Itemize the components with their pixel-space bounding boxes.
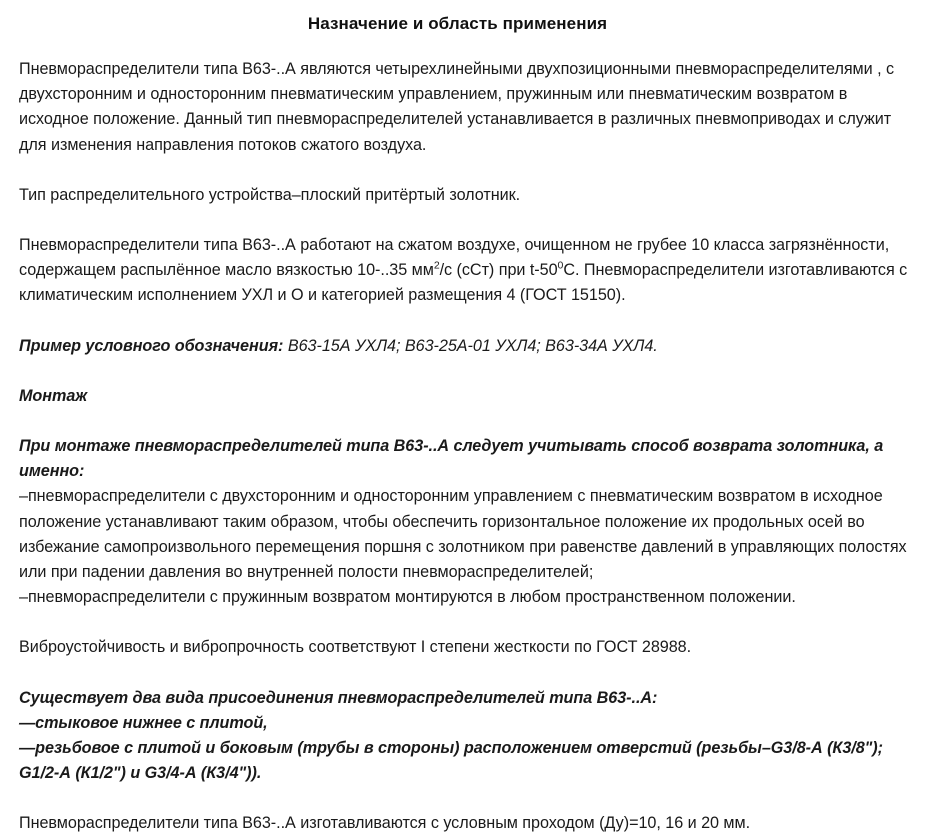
paragraph-vibration-text: Виброустойчивость и вибропрочность соответствуют I степени жесткости по ГОСТ 28988. bbox=[19, 638, 692, 657]
list-item-montazh-1-text: –пневмораспределители с двухсторонним и односторонним управлением с пневматическим возвратом в исходное положение устанавливают таким образом, чтобы обеспечить горизонтальное положение их продольных осей во избежание самопроизвольного перемещения поршня с золотником при равенстве давлений в управляющих полостях или при падении давления во внутренней полости пневмораспределителей; bbox=[19, 487, 907, 582]
list-item-connection-1 bbox=[19, 711, 913, 736]
heading-montazh bbox=[19, 384, 913, 409]
paragraph-intro-text: Пневмораспределители типа В63-..А являются четырехлинейными двухпозиционными пневмораспределителями , с двухсторонним и односторонним пневматическим управлением, пружинным или пневматическим возвратом в исходное положение. Данный тип пневмораспределителей устанавливается в различных пневмоприводах и служит для изменения направления потоков сжатого воздуха. bbox=[19, 60, 895, 154]
paragraph-connection-lead bbox=[19, 686, 913, 711]
list-item-connection-1-text: —стыковое нижнее с плитой, bbox=[19, 713, 268, 732]
paragraph-device-type bbox=[19, 183, 913, 208]
paragraph-device-type-text: Тип распределительного устройства–плоский притёртый золотник. bbox=[19, 185, 521, 204]
paragraph-spacer bbox=[19, 359, 913, 384]
page-title: Назначение и область применения bbox=[307, 14, 608, 33]
paragraph-montazh-lead bbox=[19, 434, 913, 484]
document-body bbox=[0, 36, 927, 837]
paragraph-vibration bbox=[19, 635, 913, 660]
paragraph-air-spec bbox=[19, 233, 913, 309]
paragraph-connection-lead-text: Существует два вида присоединения пневмораспределителей типа В63-..А: bbox=[19, 688, 658, 707]
list-item-montazh-1 bbox=[19, 484, 913, 585]
paragraph-spacer bbox=[19, 158, 913, 183]
air-spec-segment-1: Пневмораспределители типа В63-..А работают на сжатом воздухе, очищенном не грубее 10 класса загрязнённости, содержащем распылённое масло вязкостью 10-..35 мм bbox=[19, 236, 890, 280]
paragraph-spacer bbox=[19, 786, 913, 811]
list-item-montazh-2-text: –пневмораспределители с пружинным возвратом монтируются в любом пространственном положении. bbox=[19, 588, 796, 607]
heading-montazh-text: Монтаж bbox=[19, 386, 88, 405]
air-spec-segment-3: С. Пневмораспределители изготавливаются с климатическим исполнением УХЛ и О и категорией размещения 4 (ГОСТ 15150). bbox=[19, 261, 908, 305]
air-spec-segment-2: /с (сСт) при t-50 bbox=[439, 261, 558, 280]
list-item-montazh-2 bbox=[19, 585, 913, 610]
list-item-connection-2 bbox=[19, 736, 913, 786]
superscript-square: 2 bbox=[433, 259, 440, 272]
paragraph-spacer bbox=[19, 208, 913, 233]
paragraph-spacer bbox=[19, 309, 913, 334]
paragraph-nominal-bore-text: Пневмораспределители типа В63-..А изготавливаются с условным проходом (Ду)=10, 16 и 20 мм. bbox=[19, 814, 751, 833]
list-item-connection-2-text: —резьбовое с плитой и боковым (трубы в стороны) расположением отверстий (резьбы–G3/8-А (К3/8"); G1/2-А (К1/2") и G3/4-А (К3/4")). bbox=[19, 739, 883, 783]
paragraph-nominal-bore bbox=[19, 811, 913, 836]
paragraph-spacer bbox=[19, 661, 913, 686]
paragraph-intro bbox=[19, 57, 913, 158]
designation-label: Пример условного обозначения: bbox=[19, 336, 284, 355]
paragraph-designation bbox=[19, 334, 913, 359]
designation-value: В63-15А УХЛ4; В63-25А-01 УХЛ4; В63-34А УХЛ4. bbox=[283, 336, 658, 355]
paragraph-montazh-lead-text: При монтаже пневмораспределителей типа В63-..А следует учитывать способ возврата золотника, а именно: bbox=[19, 437, 884, 481]
paragraph-spacer bbox=[19, 409, 913, 434]
paragraph-spacer bbox=[19, 610, 913, 635]
superscript-degree: 0 bbox=[557, 259, 564, 272]
